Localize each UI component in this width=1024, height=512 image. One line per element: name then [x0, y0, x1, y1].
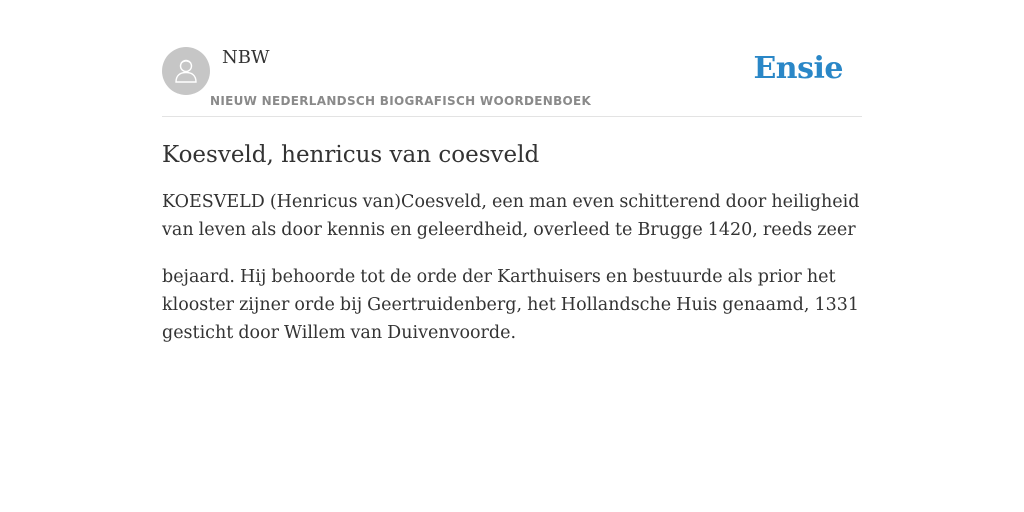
source-name[interactable]: NBW	[222, 47, 270, 68]
source-avatar[interactable]	[162, 47, 210, 95]
source-header	[162, 0, 862, 117]
user-placeholder-icon	[171, 56, 201, 86]
article-title: Koesveld, henricus van coesveld	[162, 142, 540, 168]
article-paragraph: bejaard. Hij behoorde tot de orde der Karthuisers en bestuurde als prior het klooster zijner orde bij Geertruidenberg, het Hollandsche Huis genaamd, 1331 gesticht door Willem van Duivenvoorde.	[162, 267, 860, 343]
ensie-logo[interactable]: Ensie	[753, 51, 843, 86]
article-paragraph: KOESVELD (Henricus van)Coesveld, een man even schitterend door heiligheid van leven als door kennis en geleerdheid, overleed te Brugge 1420, reeds zeer	[162, 192, 860, 240]
source-full-name: NIEUW NEDERLANDSCH BIOGRAFISCH WOORDENBOEK	[210, 94, 592, 108]
article	[162, 138, 862, 366]
